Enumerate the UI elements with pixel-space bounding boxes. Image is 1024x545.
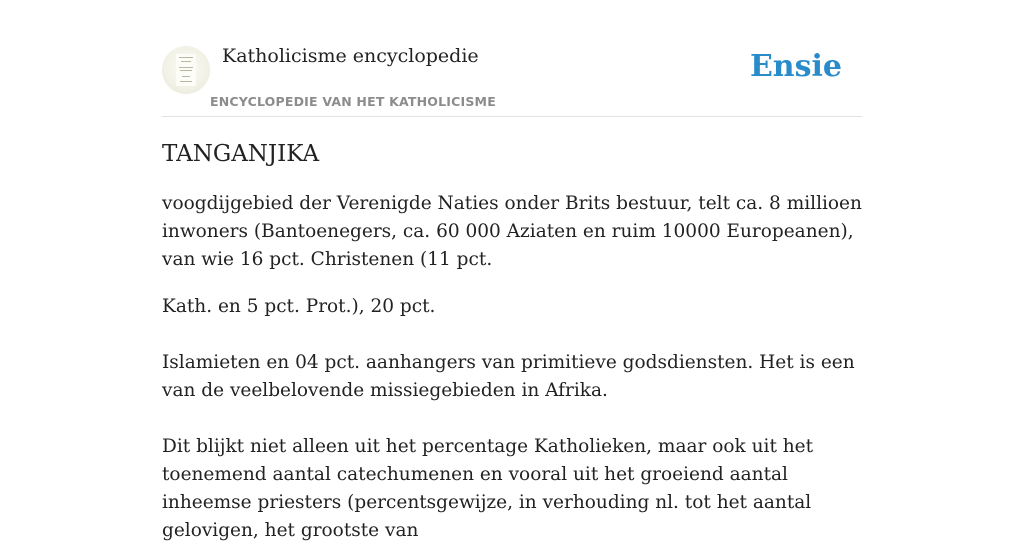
book-page-icon (176, 54, 196, 86)
article-paragraph: Dit blijkt niet alleen uit het percentage Katholieken, maar ook uit het toenemend aantal catechumenen en vooral uit het groeiend aantal inheemse priesters (percentsgewijze, in verhouding nl. tot het aantal gelovigen, het grootste van (162, 436, 814, 541)
site-title[interactable]: Katholicisme encyclopedie (222, 45, 479, 67)
article-title: TANGANJIKA (162, 141, 320, 167)
article-paragraph: voogdijgebied der Verenigde Naties onder Brits bestuur, telt ca. 8 millioen inwoners (Bantoenegers, ca. 60 000 Aziaten en ruim 10000 Europeanen), van wie 16 pct. Christenen (11 pct. (162, 193, 862, 270)
site-header (162, 0, 862, 117)
site-subtitle: ENCYCLOPEDIE VAN HET KATHOLICISME (210, 94, 496, 109)
encyclopedia-logo-icon[interactable] (162, 46, 210, 94)
article-paragraph: Islamieten en 04 pct. aanhangers van primitieve godsdiensten. Het is een van de veelbelovende missiegebieden in Afrika. (162, 352, 855, 401)
article (162, 138, 862, 545)
ensie-brand-link[interactable]: Ensie (749, 49, 842, 84)
article-paragraph: Kath. en 5 pct. Prot.), 20 pct. (162, 296, 436, 317)
